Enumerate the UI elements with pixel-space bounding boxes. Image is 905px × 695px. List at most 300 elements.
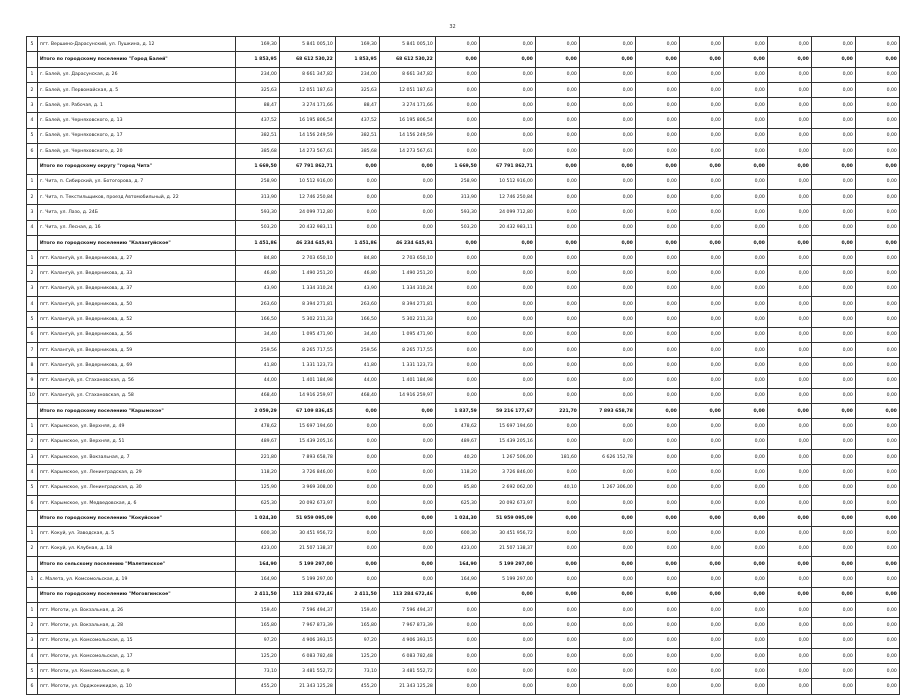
value-cell: 0,00: [855, 113, 899, 128]
value-cell: 0,00: [679, 98, 723, 113]
address-cell: Итого по городскому поселению "Карымское": [37, 404, 235, 419]
value-cell: 0,00: [855, 587, 899, 602]
address-cell: пгт. Кокуй, ул. Клубная, д. 18: [37, 541, 235, 556]
value-cell: 0,00: [811, 251, 855, 266]
value-cell: 84,80: [335, 251, 379, 266]
value-cell: 0,00: [767, 312, 811, 327]
value-cell: 625,30: [435, 495, 479, 510]
address-cell: пгт. Моготи, ул. Вокзальная, д. 28: [37, 618, 235, 633]
value-cell: 0,00: [635, 587, 679, 602]
value-cell: 0,00: [435, 312, 479, 327]
address-cell: пгт. Вершино-Дарасунский, ул. Пушкина, д. 12: [37, 37, 235, 52]
value-cell: 0,00: [723, 312, 767, 327]
value-cell: 0,00: [679, 572, 723, 587]
value-cell: 0,00: [679, 327, 723, 342]
value-cell: 1 334 310,24: [379, 281, 435, 296]
value-cell: 0,00: [379, 205, 435, 220]
value-cell: 0,00: [855, 128, 899, 143]
value-cell: 0,00: [635, 342, 679, 357]
row-index-cell: 7: [27, 342, 38, 357]
value-cell: 20 092 673,97: [279, 495, 335, 510]
value-cell: 0,00: [635, 205, 679, 220]
value-cell: 0,00: [767, 82, 811, 97]
value-cell: 0,00: [335, 159, 379, 174]
page-number: 32: [449, 24, 456, 30]
value-cell: 1 853,95: [335, 52, 379, 67]
value-cell: 0,00: [435, 266, 479, 281]
value-cell: 113 284 672,46: [379, 587, 435, 602]
value-cell: 0,00: [435, 144, 479, 159]
value-cell: 0,00: [855, 480, 899, 495]
value-cell: 0,00: [635, 174, 679, 189]
subtotal-row: [27, 235, 900, 250]
value-cell: 6 626 152,78: [579, 450, 635, 465]
value-cell: 503,20: [435, 220, 479, 235]
value-cell: 0,00: [723, 557, 767, 572]
table-row: [27, 679, 900, 694]
table-row: [27, 495, 900, 510]
value-cell: 1 669,50: [435, 159, 479, 174]
value-cell: 0,00: [723, 205, 767, 220]
value-cell: 382,51: [235, 128, 279, 143]
address-cell: г. Балей, ул. Дарасунская, д. 26: [37, 67, 235, 82]
row-index-cell: 4: [27, 648, 38, 663]
value-cell: 1 401 184,98: [279, 373, 335, 388]
value-cell: 0,00: [767, 159, 811, 174]
row-index-cell: 1: [27, 572, 38, 587]
value-cell: 0,00: [723, 266, 767, 281]
value-cell: 423,00: [435, 541, 479, 556]
value-cell: 0,00: [435, 358, 479, 373]
value-cell: 0,00: [811, 495, 855, 510]
value-cell: 0,00: [811, 511, 855, 526]
value-cell: 12 051 187,63: [279, 82, 335, 97]
value-cell: 0,00: [679, 450, 723, 465]
value-cell: 0,00: [767, 205, 811, 220]
value-cell: 118,20: [435, 465, 479, 480]
value-cell: 0,00: [767, 174, 811, 189]
value-cell: 0,00: [679, 174, 723, 189]
value-cell: 0,00: [679, 266, 723, 281]
value-cell: 59 216 177,67: [479, 404, 535, 419]
value-cell: 118,20: [235, 465, 279, 480]
value-cell: 0,00: [679, 480, 723, 495]
value-cell: 0,00: [579, 205, 635, 220]
row-index-cell: 6: [27, 495, 38, 510]
value-cell: 385,68: [235, 144, 279, 159]
value-cell: 0,00: [679, 404, 723, 419]
value-cell: 0,00: [767, 189, 811, 204]
value-cell: 0,00: [435, 235, 479, 250]
value-cell: 0,00: [855, 633, 899, 648]
address-cell: пгт. Карымское, ул. Верхняя, д. 51: [37, 434, 235, 449]
value-cell: 97,20: [235, 633, 279, 648]
value-cell: 0,00: [635, 495, 679, 510]
value-cell: 221,80: [235, 450, 279, 465]
value-cell: 0,00: [855, 679, 899, 694]
row-index-cell: [27, 587, 38, 602]
value-cell: 0,00: [855, 450, 899, 465]
value-cell: 164,90: [435, 557, 479, 572]
value-cell: 5 302 211,33: [379, 312, 435, 327]
table-row: [27, 251, 900, 266]
value-cell: 0,00: [679, 419, 723, 434]
value-cell: 259,56: [335, 342, 379, 357]
value-cell: 8 661 347,82: [379, 67, 435, 82]
value-cell: 16 195 806,54: [279, 113, 335, 128]
value-cell: 0,00: [723, 235, 767, 250]
value-cell: 0,00: [811, 37, 855, 52]
value-cell: 0,00: [535, 220, 579, 235]
value-cell: 0,00: [635, 37, 679, 52]
value-cell: 10 512 916,00: [479, 174, 535, 189]
value-cell: 0,00: [635, 480, 679, 495]
value-cell: 0,00: [767, 419, 811, 434]
value-cell: 0,00: [855, 52, 899, 67]
value-cell: 0,00: [855, 388, 899, 403]
value-cell: 0,00: [855, 82, 899, 97]
address-cell: Итого по городскому поселению "Город Балей": [37, 52, 235, 67]
row-index-cell: 8: [27, 358, 38, 373]
value-cell: 0,00: [579, 434, 635, 449]
value-cell: 0,00: [723, 664, 767, 679]
value-cell: 34,40: [335, 327, 379, 342]
value-cell: 4 906 393,15: [279, 633, 335, 648]
value-cell: 0,00: [635, 618, 679, 633]
value-cell: 14 156 249,59: [279, 128, 335, 143]
address-cell: пгт. Кокуй, ул. Заводская, д. 5: [37, 526, 235, 541]
value-cell: 221,70: [535, 404, 579, 419]
table-row: [27, 480, 900, 495]
value-cell: 0,00: [855, 174, 899, 189]
value-cell: 0,00: [811, 572, 855, 587]
value-cell: 0,00: [811, 587, 855, 602]
value-cell: 0,00: [767, 450, 811, 465]
table-row: [27, 450, 900, 465]
value-cell: 3 481 552,72: [379, 664, 435, 679]
value-cell: 0,00: [579, 113, 635, 128]
value-cell: 0,00: [379, 541, 435, 556]
value-cell: 12 746 250,84: [479, 189, 535, 204]
value-cell: 0,00: [679, 602, 723, 617]
value-cell: 0,00: [855, 541, 899, 556]
value-cell: 1 267 506,00: [479, 450, 535, 465]
value-cell: 0,00: [535, 679, 579, 694]
value-cell: 0,00: [855, 189, 899, 204]
value-cell: 0,00: [335, 557, 379, 572]
value-cell: 2 411,50: [335, 587, 379, 602]
value-cell: 0,00: [579, 495, 635, 510]
value-cell: 0,00: [811, 602, 855, 617]
value-cell: 0,00: [679, 82, 723, 97]
table-row: [27, 220, 900, 235]
value-cell: 0,00: [379, 495, 435, 510]
value-cell: 0,00: [811, 679, 855, 694]
value-cell: 468,40: [235, 388, 279, 403]
value-cell: 0,00: [811, 373, 855, 388]
value-cell: 85,80: [435, 480, 479, 495]
address-cell: г. Балей, ул. Черняховского, д. 13: [37, 113, 235, 128]
value-cell: 0,00: [635, 144, 679, 159]
row-index-cell: [27, 404, 38, 419]
table-row: [27, 419, 900, 434]
value-cell: 30 451 956,72: [279, 526, 335, 541]
value-cell: 455,20: [235, 679, 279, 694]
table-row: [27, 82, 900, 97]
value-cell: 0,00: [723, 511, 767, 526]
value-cell: 0,00: [579, 281, 635, 296]
value-cell: 14 273 567,61: [379, 144, 435, 159]
value-cell: 0,00: [435, 587, 479, 602]
value-cell: 0,00: [811, 664, 855, 679]
value-cell: 0,00: [479, 618, 535, 633]
row-index-cell: 3: [27, 450, 38, 465]
table-row: [27, 128, 900, 143]
table-row: [27, 526, 900, 541]
value-cell: 0,00: [579, 526, 635, 541]
address-cell: пгт. Калангуй, ул. Ведерникова, д. 56: [37, 327, 235, 342]
value-cell: 0,00: [723, 281, 767, 296]
value-cell: 455,20: [335, 679, 379, 694]
value-cell: 0,00: [479, 373, 535, 388]
value-cell: 46,80: [335, 266, 379, 281]
value-cell: 3 481 552,72: [279, 664, 335, 679]
value-cell: 8 394 271,81: [279, 297, 335, 312]
value-cell: 0,00: [811, 52, 855, 67]
value-cell: 0,00: [811, 358, 855, 373]
value-cell: 0,00: [435, 664, 479, 679]
value-cell: 0,00: [435, 388, 479, 403]
value-cell: 0,00: [335, 189, 379, 204]
value-cell: 0,00: [479, 251, 535, 266]
value-cell: 0,00: [635, 235, 679, 250]
row-index-cell: 5: [27, 480, 38, 495]
value-cell: 16 195 806,54: [379, 113, 435, 128]
value-cell: 0,00: [723, 434, 767, 449]
value-cell: 0,00: [479, 358, 535, 373]
value-cell: 2 692 062,00: [479, 480, 535, 495]
value-cell: 0,00: [679, 495, 723, 510]
table-row: [27, 297, 900, 312]
value-cell: 0,00: [435, 633, 479, 648]
address-cell: пгт. Калангуй, ул. Ведерникова, д. 50: [37, 297, 235, 312]
value-cell: 0,00: [767, 618, 811, 633]
value-cell: 1 853,95: [235, 52, 279, 67]
value-cell: 0,00: [579, 465, 635, 480]
value-cell: 0,00: [811, 113, 855, 128]
value-cell: 46 234 645,91: [379, 235, 435, 250]
value-cell: 125,20: [235, 648, 279, 663]
value-cell: 1 490 251,20: [279, 266, 335, 281]
value-cell: 0,00: [679, 465, 723, 480]
value-cell: 437,52: [335, 113, 379, 128]
value-cell: 0,00: [479, 312, 535, 327]
value-cell: 1 331 123,73: [279, 358, 335, 373]
value-cell: 1 334 310,24: [279, 281, 335, 296]
value-cell: 21 343 125,28: [279, 679, 335, 694]
value-cell: 0,00: [535, 174, 579, 189]
value-cell: 0,00: [579, 587, 635, 602]
value-cell: 0,00: [335, 526, 379, 541]
row-index-cell: 3: [27, 98, 38, 113]
value-cell: 468,40: [335, 388, 379, 403]
row-index-cell: 4: [27, 297, 38, 312]
row-index-cell: [27, 557, 38, 572]
value-cell: 0,00: [767, 526, 811, 541]
value-cell: 0,00: [579, 251, 635, 266]
value-cell: 0,00: [635, 251, 679, 266]
address-cell: пгт. Карымское, ул. Вокзальная, д. 7: [37, 450, 235, 465]
value-cell: 325,63: [335, 82, 379, 97]
value-cell: 34,40: [235, 327, 279, 342]
value-cell: 0,00: [855, 312, 899, 327]
value-cell: 3 274 171,66: [279, 98, 335, 113]
value-cell: 0,00: [855, 404, 899, 419]
row-index-cell: [27, 159, 38, 174]
value-cell: 7 967 873,39: [279, 618, 335, 633]
value-cell: 0,00: [723, 541, 767, 556]
value-cell: 0,00: [635, 602, 679, 617]
value-cell: 0,00: [767, 373, 811, 388]
value-cell: 0,00: [635, 266, 679, 281]
value-cell: 0,00: [579, 557, 635, 572]
value-cell: 0,00: [579, 618, 635, 633]
value-cell: 0,00: [767, 633, 811, 648]
value-cell: 0,00: [579, 541, 635, 556]
value-cell: 0,00: [379, 220, 435, 235]
value-cell: 8 265 717,55: [379, 342, 435, 357]
table-row: [27, 113, 900, 128]
value-cell: 0,00: [535, 144, 579, 159]
value-cell: 0,00: [535, 52, 579, 67]
table-row: [27, 67, 900, 82]
value-cell: 0,00: [635, 220, 679, 235]
value-cell: 67 791 862,71: [279, 159, 335, 174]
value-cell: 0,00: [679, 113, 723, 128]
value-cell: 0,00: [479, 327, 535, 342]
value-cell: 0,00: [811, 342, 855, 357]
value-cell: 0,00: [635, 633, 679, 648]
value-cell: 88,47: [335, 98, 379, 113]
value-cell: 0,00: [723, 373, 767, 388]
value-cell: 0,00: [435, 82, 479, 97]
value-cell: 0,00: [679, 281, 723, 296]
value-cell: 0,00: [635, 679, 679, 694]
row-index-cell: 2: [27, 541, 38, 556]
value-cell: 5 199 297,00: [479, 572, 535, 587]
row-index-cell: 10: [27, 388, 38, 403]
value-cell: 0,00: [855, 159, 899, 174]
value-cell: 0,00: [335, 541, 379, 556]
table-row: [27, 281, 900, 296]
value-cell: 0,00: [379, 557, 435, 572]
value-cell: 0,00: [723, 98, 767, 113]
value-cell: 0,00: [679, 52, 723, 67]
value-cell: 0,00: [479, 664, 535, 679]
value-cell: 20 432 983,11: [279, 220, 335, 235]
value-cell: 0,00: [723, 342, 767, 357]
subtotal-row: [27, 404, 900, 419]
value-cell: 44,00: [335, 373, 379, 388]
value-cell: 0,00: [635, 511, 679, 526]
value-cell: 0,00: [535, 82, 579, 97]
value-cell: 0,00: [723, 358, 767, 373]
value-cell: 263,60: [235, 297, 279, 312]
value-cell: 0,00: [723, 572, 767, 587]
value-cell: 21 343 125,28: [379, 679, 435, 694]
value-cell: 0,00: [811, 266, 855, 281]
value-cell: 0,00: [679, 220, 723, 235]
value-cell: 0,00: [855, 602, 899, 617]
value-cell: 0,00: [723, 465, 767, 480]
value-cell: 313,90: [235, 189, 279, 204]
value-cell: 24 099 712,80: [479, 205, 535, 220]
value-cell: 0,00: [679, 679, 723, 694]
value-cell: 489,67: [235, 434, 279, 449]
value-cell: 0,00: [435, 602, 479, 617]
value-cell: 0,00: [635, 572, 679, 587]
value-cell: 0,00: [811, 404, 855, 419]
value-cell: 0,00: [479, 602, 535, 617]
value-cell: 0,00: [855, 144, 899, 159]
value-cell: 0,00: [379, 174, 435, 189]
value-cell: 0,00: [335, 220, 379, 235]
value-cell: 0,00: [811, 159, 855, 174]
value-cell: 593,30: [435, 205, 479, 220]
value-cell: 0,00: [679, 511, 723, 526]
value-cell: 0,00: [635, 450, 679, 465]
value-cell: 0,00: [723, 587, 767, 602]
value-cell: 0,00: [767, 327, 811, 342]
address-cell: пгт. Моготи, ул. Комсомольская, д. 9: [37, 664, 235, 679]
value-cell: 0,00: [723, 633, 767, 648]
value-cell: 0,00: [767, 602, 811, 617]
value-cell: 0,00: [479, 388, 535, 403]
row-index-cell: 1: [27, 67, 38, 82]
value-cell: 0,00: [479, 633, 535, 648]
value-cell: 5 841 005,10: [279, 37, 335, 52]
value-cell: 0,00: [635, 281, 679, 296]
value-cell: 0,00: [767, 388, 811, 403]
value-cell: 0,00: [579, 297, 635, 312]
row-index-cell: 5: [27, 128, 38, 143]
value-cell: 0,00: [535, 419, 579, 434]
value-cell: 0,00: [723, 37, 767, 52]
value-cell: 0,00: [635, 312, 679, 327]
value-cell: 0,00: [335, 450, 379, 465]
value-cell: 0,00: [855, 281, 899, 296]
value-cell: 0,00: [855, 235, 899, 250]
value-cell: 165,80: [235, 618, 279, 633]
value-cell: 1 331 123,73: [379, 358, 435, 373]
value-cell: 20 432 983,11: [479, 220, 535, 235]
value-cell: 0,00: [535, 67, 579, 82]
value-cell: 0,00: [479, 37, 535, 52]
value-cell: 0,00: [535, 358, 579, 373]
value-cell: 0,00: [379, 465, 435, 480]
value-cell: 2 703 650,10: [279, 251, 335, 266]
value-cell: 0,00: [679, 648, 723, 663]
value-cell: 0,00: [535, 235, 579, 250]
value-cell: 0,00: [855, 572, 899, 587]
address-cell: пгт. Моготи, ул. Комсомольская, д. 15: [37, 633, 235, 648]
table-row: [27, 465, 900, 480]
table-row: [27, 98, 900, 113]
value-cell: 2 703 650,10: [379, 251, 435, 266]
table-row: [27, 572, 900, 587]
value-cell: 88,47: [235, 98, 279, 113]
value-cell: 0,00: [679, 159, 723, 174]
